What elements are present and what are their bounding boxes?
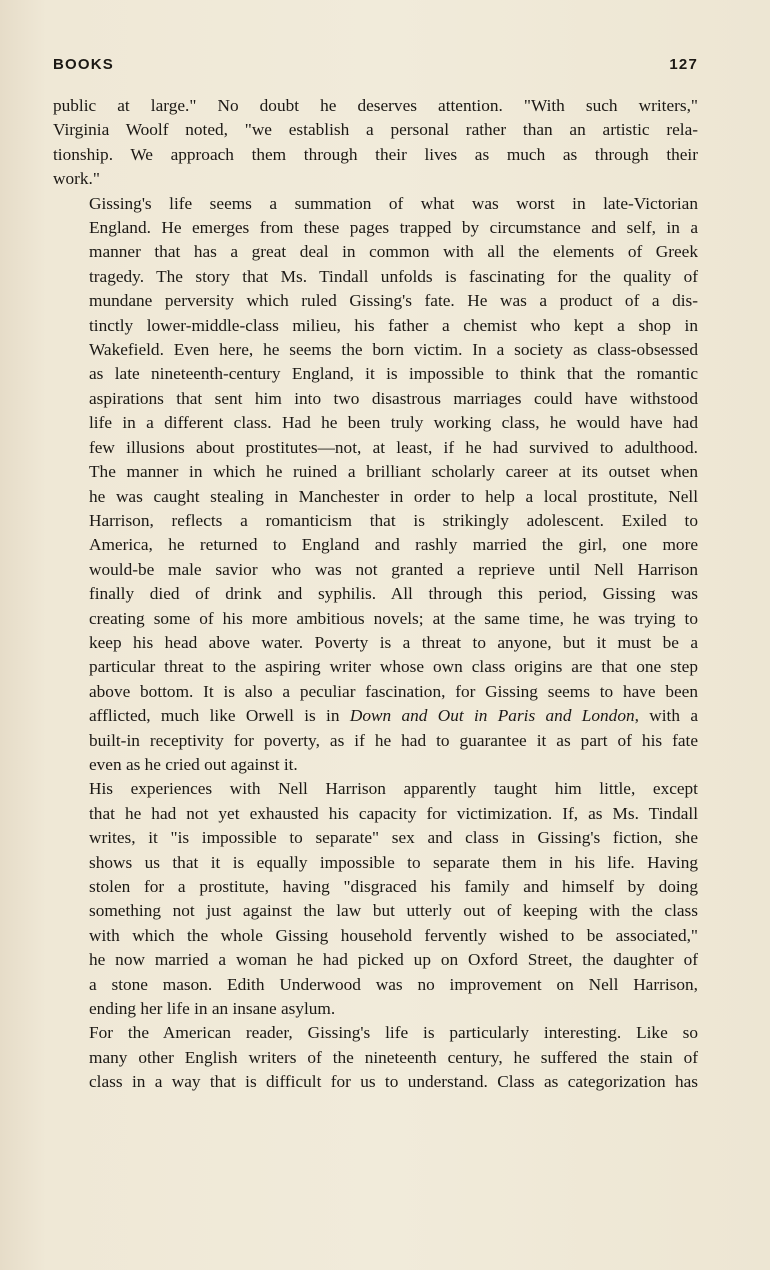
text-run: aspirations that sent him into two disastrous marriages could have withstood: [89, 388, 698, 408]
text-line: [53, 216, 698, 240]
text-run: America, he returned to England and rashly married the girl, one more: [89, 535, 698, 555]
text-run: The manner in which he ruined a brilliant scholarly career at its outset when: [89, 462, 698, 482]
text-line: [53, 509, 698, 533]
text-run: many other English writers of the nineteenth century, he suffered the stain of: [89, 1047, 698, 1067]
text-line: [53, 143, 698, 167]
text-run: stolen for a prostitute, having "disgraced his family and himself by doing: [89, 877, 698, 896]
text-line: [53, 436, 698, 460]
book-title-italic: Down and Out in Paris and London: [349, 706, 635, 726]
text-line: [53, 631, 698, 655]
paragraph: [53, 1021, 698, 1094]
text-run: Gissing's life seems a summation of what was worst in late-Victorian: [89, 193, 698, 213]
text-line: [53, 1046, 698, 1070]
paragraph: [53, 777, 698, 1021]
text-run: Wakefield. Even here, he seems the born victim. In a society as class-obsessed: [89, 340, 698, 360]
text-line: [53, 753, 698, 777]
text-line: [53, 607, 698, 631]
text-line: [53, 948, 698, 972]
text-run: he was caught stealing in Manchester in order to help a local prostitute, Nell: [89, 486, 698, 506]
text-line: [53, 314, 698, 338]
text-line: [53, 411, 698, 435]
text-line: [53, 240, 698, 264]
text-run: would-be male savior who was not granted a reprieve until Nell Harrison: [89, 559, 698, 579]
text-line: [53, 558, 698, 582]
text-line: [53, 387, 698, 411]
text-line: [53, 680, 698, 704]
text-line: [53, 485, 698, 509]
text-run: mundane perversity which ruled Gissing's fate. He was a product of a dis-: [89, 291, 698, 311]
text-run: afflicted, much like Orwell is in: [89, 706, 350, 726]
text-line: [53, 704, 698, 728]
text-line: [53, 265, 698, 289]
text-run: shows us that it is equally impossible to separate them in his life. Having: [89, 852, 698, 872]
text-line: [53, 582, 698, 606]
text-run: few illusions about prostitutes—not, at least, if he had survived to adulthood.: [89, 437, 698, 457]
text-line: [53, 777, 698, 801]
text-line: [53, 94, 698, 118]
text-run: England. He emerges from these pages trapped by circumstance and self, in a: [89, 218, 698, 238]
text-run: creating some of his more ambitious novels; at the same time, he was trying to: [89, 608, 698, 628]
text-run: tinctly lower-middle-class milieu, his father a chemist who kept a shop in: [89, 315, 698, 335]
text-run: as late nineteenth-century England, it is impossible to think that the romantic: [89, 364, 698, 384]
text-run: finally died of drink and syphilis. All through this period, Gissing was: [89, 584, 698, 604]
text-line: [53, 802, 698, 826]
text-line: [53, 1070, 698, 1094]
text-run: a stone mason. Edith Underwood was no improvement on Nell Harrison,: [89, 974, 698, 994]
body-text: [53, 94, 698, 1095]
text-line: [53, 167, 698, 191]
text-run: keep his head above water. Poverty is a threat to anyone, but it must be a: [89, 632, 698, 652]
text-run: tragedy. The story that Ms. Tindall unfolds is fascinating for the quality of: [89, 266, 698, 286]
text-run: he now married a woman he had picked up on Oxford Street, the daughter of: [89, 950, 698, 970]
text-line: [53, 997, 698, 1021]
text-run: even as he cried out against it.: [89, 754, 298, 774]
text-line: [53, 1021, 698, 1045]
text-line: [53, 460, 698, 484]
text-run: For the American reader, Gissing's life is particularly interesting. Like so: [89, 1023, 698, 1043]
text-line: [53, 851, 698, 875]
text-line: [53, 899, 698, 923]
text-line: [53, 973, 698, 997]
paragraph: [53, 192, 698, 778]
text-line: [53, 289, 698, 313]
text-line: [53, 924, 698, 948]
text-run: something not just against the law but utterly out of keeping with the class: [89, 901, 698, 921]
text-run: with which the whole Gissing household fervently wished to be associated,": [89, 925, 698, 945]
text-run: built-in receptivity for poverty, as if he had to guarantee it as part of his fate: [89, 730, 698, 750]
text-run: ending her life in an insane asylum.: [89, 999, 336, 1019]
text-line: [53, 875, 698, 899]
text-run: Harrison, reflects a romanticism that is strikingly adolescent. Exiled to: [89, 510, 698, 530]
text-run: that he had not yet exhausted his capacity for victimization. If, as Ms. Tindall: [89, 803, 698, 823]
section-title: BOOKS: [53, 56, 115, 73]
text-line: [53, 655, 698, 679]
text-run: public at large." No doubt he deserves attention. "With such writers,": [53, 96, 698, 115]
text-line: [53, 362, 698, 386]
paragraph: [53, 94, 698, 192]
text-line: [53, 533, 698, 557]
text-run: Virginia Woolf noted, "we establish a personal rather than an artistic rela-: [53, 120, 698, 140]
text-run: life in a different class. Had he been truly working class, he would have had: [89, 413, 698, 433]
text-line: [53, 729, 698, 753]
text-run: His experiences with Nell Harrison apparently taught him little, except: [89, 779, 698, 799]
text-run: class in a way that is difficult for us to understand. Class as categorization has: [89, 1072, 698, 1092]
text-line: [53, 192, 698, 216]
running-head: [53, 56, 698, 73]
text-run: above bottom. It is also a peculiar fascination, for Gissing seems to have been: [89, 681, 698, 701]
text-line: [53, 338, 698, 362]
text-run: manner that has a great deal in common with all the elements of Greek: [89, 242, 698, 262]
text-line: [53, 826, 698, 850]
page-number: 127: [669, 56, 698, 73]
text-run: writes, it "is impossible to separate" sex and class in Gissing's fiction, she: [89, 828, 698, 848]
text-run: , with a: [634, 706, 698, 726]
text-run: particular threat to the aspiring writer whose own class origins are that one step: [89, 657, 698, 677]
text-run: work.": [53, 169, 100, 189]
text-line: [53, 118, 698, 142]
text-run: tionship. We approach them through their lives as much as through their: [53, 144, 698, 164]
